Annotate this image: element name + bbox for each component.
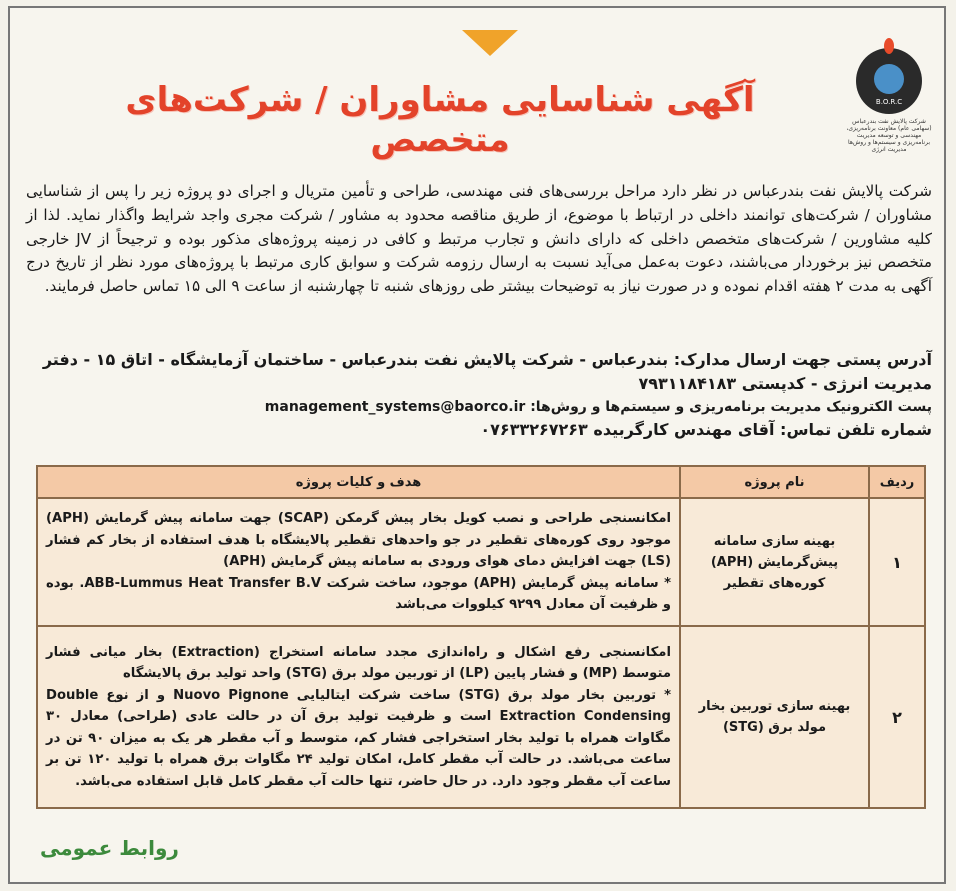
- header-row-number: ردیف: [869, 466, 925, 498]
- project-description: [37, 498, 680, 626]
- header-project-description: هدف و کلیات پروژه: [37, 466, 680, 498]
- public-relations-signature: روابط عمومی: [40, 836, 179, 860]
- logo-caption: شرکت پالایش نفت بندرعباس (سهامی عام) معاونت برنامه‌ریزی، مهندسی و توسعه مدیریت برنامه‌ریزی و سیستم‌ها و روش‌ها مدیریت انرژی: [846, 118, 932, 153]
- header: [10, 8, 944, 183]
- table-row: [37, 626, 925, 808]
- chevron-down-icon: [462, 30, 518, 56]
- refinery-logo-icon: [856, 48, 922, 114]
- project-objective: امکانسنجی رفع اشکال و راه‌اندازی مجدد سامانه استخراج (Extraction) بخار میانی فشار متوسط (MP) و فشار پایین (LP) از توربین مولد برق (STG) واحد تولید برق پالایشگاه: [46, 644, 671, 682]
- project-description: [37, 626, 680, 808]
- email-line: [26, 396, 932, 418]
- email-address: management_systems@baorco.ir: [264, 399, 526, 415]
- row-number: ۱: [869, 498, 925, 626]
- logo-abbreviation: B.O.R.C: [875, 98, 903, 106]
- contact-info: [26, 348, 932, 442]
- header-project-name: نام پروژه: [680, 466, 869, 498]
- table-header-row: [37, 466, 925, 498]
- project-note: * سامانه پیش گرمایش (APH) موجود، ساخت شرکت ABB-Lummus Heat Transfer B.V. بوده و ظرفیت آن معادل ۹۲۹۹ کیلووات می‌باشد: [46, 575, 672, 613]
- company-logo: [844, 48, 934, 163]
- page-title: آگهی شناسایی مشاوران / شرکت‌های متخصص: [125, 80, 755, 160]
- project-note: * توربین بخار مولد برق (STG) ساخت شرکت ایتالیایی Nuovo Pignone و از نوع Double Extraction Condensing است و ظرفیت تولید برق آن در حالت عادی (طراحی) معادل ۳۰ مگاوات همراه با تولید بخار استخراجی فشار کم، متوسط و آب مقطر هر یک به میزان ۹۰ تن در ساعت می‌باشد. در حالت آب مقطر کامل، امکان تولید ۲۴ مگاوات برق همراه با تولید ۱۲۰ تن بر ساعت آب مقطر وجود دارد. در حال حاضر، تنها حالت آب مقطر کامل قابل استفاده می‌باشد.: [46, 687, 672, 789]
- advertisement-page: [8, 6, 946, 884]
- table-row: [37, 498, 925, 626]
- phone-line: شماره تلفن تماس: آقای مهندس کارگربیده ۰۷۶۳۳۲۶۷۲۶۳: [480, 420, 932, 439]
- projects-table: [36, 465, 926, 809]
- email-label: پست الکترونیک مدیریت برنامه‌ریزی و سیستم‌ها و روش‌ها:: [530, 399, 932, 415]
- project-objective: امکانسنجی طراحی و نصب کویل بخار پیش گرمکن (SCAP) جهت سامانه پیش گرمایش (APH) موجود روی کوره‌های تقطیر در جو واحدهای تقطیر پالایشگاه با هدف استفاده از بخار کم فشار (LS) جهت افزایش دمای هوای ورودی به سامانه پیش گرمایش (APH): [46, 511, 672, 570]
- project-name: بهینه سازی توربین بخار مولد برق (STG): [680, 626, 869, 808]
- row-number: ۲: [869, 626, 925, 808]
- announcement-paragraph: شرکت پالایش نفت بندرعباس در نظر دارد مراحل بررسی‌های فنی مهندسی، طراحی و تأمین متریال و اجرای دو پروژه زیر را پس از شناسایی مشاوران / شرکت‌های توانمند داخلی در ارتباط با موضوع، از طریق مناقصه محدود به مشاور / شرکت مجری واجد شرایط واگذار نماید. لذا از کلیه مشاورین / شرکت‌های متخصص داخلی که دارای دانش و تجارب مرتبط و کافی در زمینه پروژه‌های مذکور بوده و ترجیحاً از JV خارجی متخصص نیز برخوردار می‌باشند، دعوت به‌عمل می‌آید نسبت به ارسال رزومه شرکت و سوابق کاری مرتبط با پروژه‌های مورد نظر از تاریخ درج آگهی به مدت ۲ هفته اقدام نموده و در صورت نیاز به توضیحات بیشتر طی روزهای شنبه تا چهارشنبه از ساعت ۹ الی ۱۵ تماس حاصل فرمایند.: [26, 182, 933, 296]
- project-name: بهینه سازی سامانه پیش‌گرمایش (APH) کوره‌های تقطیر: [680, 498, 869, 626]
- postal-address: آدرس پستی جهت ارسال مدارک: بندرعباس - شرکت پالایش نفت بندرعباس - ساختمان آزمایشگاه - اتاق ۱۵ - دفتر مدیریت انرژی - کدپستی ۷۹۳۱۱۸۴۱۸۳: [42, 350, 932, 393]
